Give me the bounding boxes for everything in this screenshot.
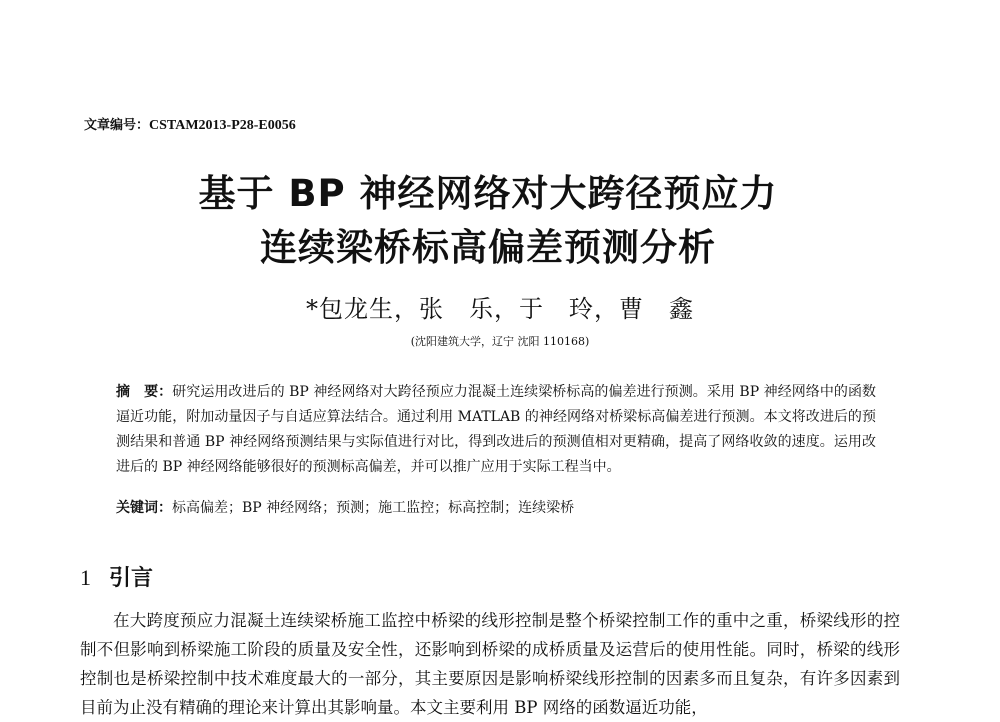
keywords <box>116 497 876 519</box>
section-number: 1 <box>80 565 91 590</box>
abstract-label: 摘 要： <box>116 384 173 400</box>
paper-title-line-2: 连续梁桥标高偏差预测分析 <box>260 226 716 269</box>
article-number-label: 文章编号： <box>84 118 150 133</box>
keywords-text: 标高偏差；BP 神经网络；预测；施工监控；标高控制；连续梁桥 <box>172 500 575 516</box>
article-number-value: CSTAM2013-P28-E0056 <box>149 118 296 133</box>
paper-title-line-1: 基于 BP 神经网络对大跨径预应力 <box>198 172 778 215</box>
article-number <box>84 114 296 134</box>
section-title: 引言 <box>109 566 154 591</box>
abstract-text: 研究运用改进后的 BP 神经网络对大跨径预应力混凝土连续梁桥标高的偏差进行预测。采用 BP 神经网络中的函数逼近功能，附加动量因子与自适应算法结合。通过利用 MATLAB 的神经网络对桥梁标高偏差进行预测。本文将改进后的预测结果和普通 BP 神经网络预测结果与实际值进行对比，得到改进后的预测值相对更精确，提高了网络收敛的速度。运用改进后的 BP 神经网络能够很好的预测标高偏差，并可以推广应用于实际工程当中。 <box>116 384 877 475</box>
author-list: *包龙生，张 乐，于 玲，曹 鑫 <box>306 295 694 323</box>
affiliation: (沈阳建筑大学，辽宁 沈阳 110168) <box>410 335 590 348</box>
keywords-label: 关键词： <box>116 500 172 516</box>
introduction-paragraph: 在大跨度预应力混凝土连续梁桥施工监控中桥梁的线形控制是整个桥梁控制工作的重中之重，桥梁线形的控制不但影响到桥梁施工阶段的质量及安全性，还影响到桥梁的成桥质量及运营后的使用性能。同时，桥梁的线形控制也是桥梁控制中技术难度最大的一部分，其主要原因是影响桥梁线形控制的因素多而且复杂，有许多因素到目前为止没有精确的理论来计算出其影响量。本文主要利用 BP 网络的函数逼近功能， <box>80 611 900 717</box>
abstract <box>116 380 876 480</box>
section-heading <box>80 561 153 592</box>
